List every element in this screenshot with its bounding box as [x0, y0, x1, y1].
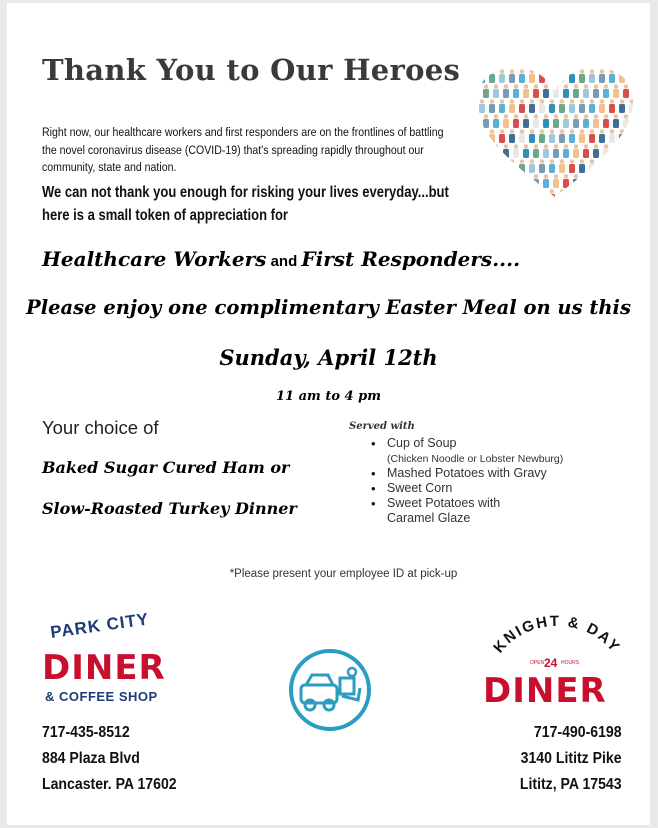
knight-day-city: Lititz, PA 17543 [520, 776, 622, 793]
intro-paragraph: Right now, our healthcare workers and first responders are on the frontlines of battling the novel coronavirus disease (COVID-19) that's spreading rapidly throughout our community, state and nation. [42, 125, 444, 174]
flyer-page [7, 3, 650, 825]
park-city-street: 884 Plaza Blvd [42, 750, 140, 767]
knight-day-logo-diner: DINER [483, 671, 607, 711]
knight-day-contact [520, 720, 622, 798]
park-city-logo-diner: DINER [42, 648, 166, 688]
honorees-line [42, 247, 520, 271]
knight-day-street: 3140 Lititz Pike [521, 750, 622, 767]
heart-of-healthcare-workers-icon [475, 65, 635, 199]
park-city-logo-name: PARK CITY [49, 609, 151, 643]
meal-option-turkey: Slow-Roasted Turkey Dinner [42, 499, 297, 518]
list-item: • Sweet Corn [369, 481, 639, 496]
honorees-and: and [266, 253, 302, 270]
sides-list [369, 436, 639, 526]
park-city-phone: 717-435-8512 [42, 724, 130, 741]
park-city-city: Lancaster. PA 17602 [42, 776, 177, 793]
thanks-paragraph: We can not thank you enough for risking your lives everyday...but here is a small token of appreciation for [42, 184, 449, 224]
hours-line: 11 am to 4 pm [276, 389, 381, 404]
park-city-contact [42, 720, 177, 798]
list-item: • Sweet Potatoes with Caramel Glaze [369, 496, 639, 526]
svg-text:HOURS: HOURS [561, 660, 580, 666]
svg-text:OPEN: OPEN [530, 660, 545, 666]
served-with-label: Served with [349, 421, 415, 432]
takeout-car-icon [288, 648, 372, 732]
park-city-logo-subtitle: & COFFEE SHOP [45, 689, 158, 704]
knight-day-phone: 717-490-6198 [534, 724, 622, 741]
list-item: • Cup of Soup (Chicken Noodle or Lobster Newburg) [369, 436, 639, 466]
svg-text:KNIGHT & DAY: KNIGHT & DAY [490, 612, 624, 657]
choice-label: Your choice of [42, 417, 159, 438]
meal-option-ham: Baked Sugar Cured Ham or [42, 458, 290, 477]
honorees-responders: First Responders.... [301, 247, 521, 271]
page-title: Thank You to Our Heroes [42, 53, 461, 87]
honorees-healthcare: Healthcare Workers [42, 247, 267, 271]
offer-line: Please enjoy one complimentary Easter Meal on us this [26, 296, 631, 319]
date-line: Sunday, April 12th [219, 345, 438, 370]
pickup-note: *Please present your employee ID at pick-up [229, 568, 458, 580]
list-item: • Mashed Potatoes with Gravy [369, 466, 639, 481]
svg-text:24: 24 [544, 656, 558, 670]
